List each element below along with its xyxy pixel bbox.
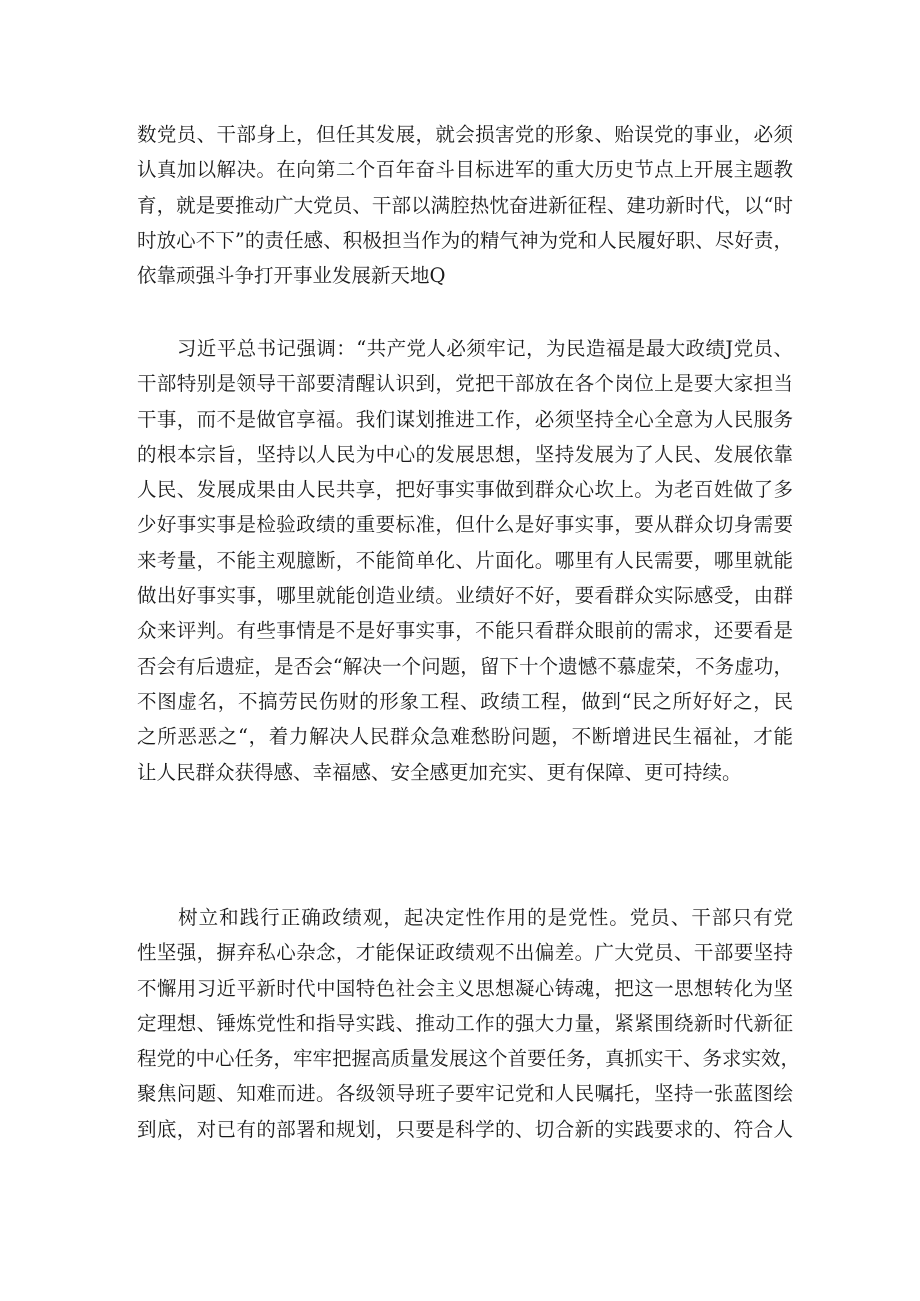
text-line: 做出好事实事，哪里就能创造业绩。业绩好不好，要看群众实际感受，由群 xyxy=(137,584,793,608)
text-line: 到底，对已有的部署和规划，只要是科学的、切合新的实践要求的、符合人 xyxy=(137,1117,793,1141)
text-line: 树立和践行正确政绩观，起决定性作用的是党性。党员、干部只有党 xyxy=(137,906,793,929)
text-line: 数党员、干部身上，但任其发展，就会损害党的形象、贻误党的事业，必须 xyxy=(137,123,793,146)
text-line: 少好事实事是检验政绩的重要标准，但什么是好事实事，要从群众切身需要 xyxy=(137,513,793,537)
paragraph-1 xyxy=(137,117,793,293)
text-line: 依靠顽强斗争打开事业发展新天地Q xyxy=(137,264,446,288)
text-line: 育，就是要推动广大党员、干部以满腔热忱奋进新征程、建功新时代，以“时 xyxy=(137,193,793,217)
text-line: 性坚强，摒弃私心杂念，才能保证政绩观不出偏差。广大党员、干部要坚持 xyxy=(137,941,793,965)
text-line: 时放心不下”的责任感、积极担当作为的精气神为党和人民履好职、尽好责， xyxy=(137,228,793,252)
paragraph-2 xyxy=(137,331,793,790)
text-line: 的根本宗旨，坚持以人民为中心的发展思想，坚持发展为了人民、发展依靠 xyxy=(137,442,793,466)
text-line: 来考量，不能主观臆断，不能简单化、片面化。哪里有人民需要，哪里就能 xyxy=(137,548,793,572)
text-line: 认真加以解决。在向第二个百年奋斗目标进军的重大历史节点上开展主题教 xyxy=(137,158,793,182)
text-line: 程党的中心任务，牢牢把握高质量发展这个首要任务，真抓实干、务求实效， xyxy=(137,1047,801,1071)
text-line: 不懈用习近平新时代中国特色社会主义思想凝心铸魂，把这一思想转化为坚 xyxy=(137,976,793,1000)
text-line: 否会有后遗症，是否会“解决一个问题，留下十个遗憾不慕虚荣，不务虚功， xyxy=(137,654,793,678)
text-line: 让人民群众获得感、幸福感、安全感更加充实、更有保障、更可持续。 xyxy=(137,760,742,784)
text-line: 聚焦问题、知难而进。各级领导班子要牢记党和人民嘱托，坚持一张蓝图绘 xyxy=(137,1082,793,1106)
text-line: 习近平总书记强调：“共产党人必须牢记，为民造福是最大政绩J党员、 xyxy=(137,337,793,360)
text-line: 定理想、锤炼党性和指导实践、推动工作的强大力量，紧紧围绕新时代新征 xyxy=(137,1011,793,1035)
text-line: 不图虚名，不搞劳民伤财的形象工程、政绩工程，做到“民之所好好之，民 xyxy=(137,689,793,713)
text-line: 干事，而不是做官享福。我们谋划推进工作，必须坚持全心全意为人民服务 xyxy=(137,407,793,431)
text-line: 干部特别是领导干部要清醒认识到，党把干部放在各个岗位上是要大家担当 xyxy=(137,372,793,396)
text-line: 之所恶恶之“，着力解决人民群众急难愁盼问题，不断增进民生福祉，才能 xyxy=(137,725,793,749)
text-line: 人民、发展成果由人民共享，把好事实事做到群众心坎上。为老百姓做了多 xyxy=(137,478,793,502)
paragraph-3 xyxy=(137,900,801,1147)
text-line: 众来评判。有些事情是不是好事实事，不能只看群众眼前的需求，还要看是 xyxy=(137,619,793,643)
